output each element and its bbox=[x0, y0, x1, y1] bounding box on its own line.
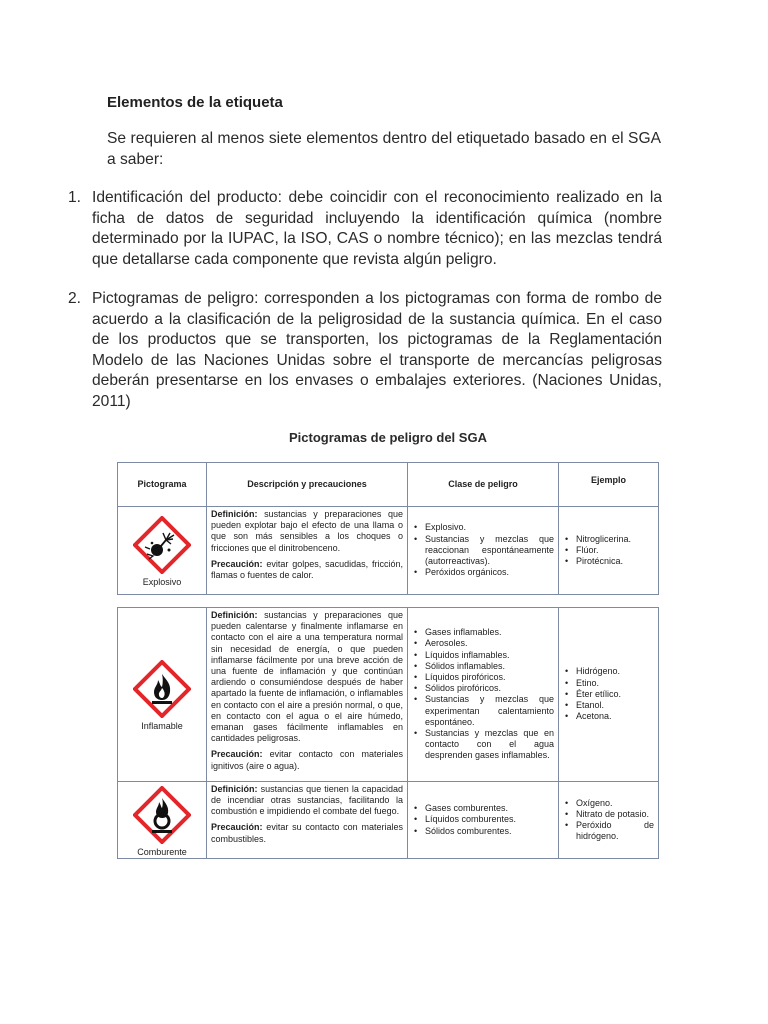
list-item: • Flúor. bbox=[563, 545, 654, 556]
pictogram-cell bbox=[118, 781, 207, 858]
pictogram-label: Inflamable bbox=[141, 721, 183, 732]
precaution-text: evitar contacto con materiales ignitivos (aire o agua). bbox=[211, 749, 403, 771]
description-cell bbox=[207, 507, 408, 595]
pictogram-table-part-1 bbox=[117, 462, 659, 595]
table-title: Pictogramas de peligro del SGA bbox=[289, 430, 487, 445]
precaution-text: evitar golpes, sacudidas, fricción, flamas o fuentes de calor. bbox=[211, 558, 403, 581]
definition-text: sustancias que tienen la capacidad de incendiar otras sustancias, facilitando la combustión e impidiendo el combate del fuego. bbox=[211, 783, 403, 817]
flame-over-circle-icon bbox=[118, 786, 206, 844]
list-item: • Sustancias y mezclas que en contacto con el agua desprenden gases inflamables. bbox=[412, 728, 554, 762]
flame-icon bbox=[118, 660, 206, 718]
list-item: • Explosivo. bbox=[412, 522, 554, 533]
list-item: • Peróxido de hidrógeno. bbox=[563, 820, 654, 842]
pictogram-table-part-2 bbox=[117, 607, 659, 859]
list-item: • Aerosoles. bbox=[412, 638, 554, 649]
list-item: • Líquidos pirofóricos. bbox=[412, 672, 554, 683]
definition-label: Definición: bbox=[211, 509, 258, 519]
list-item: • Hidrógeno. bbox=[563, 666, 654, 677]
section-heading: Elementos de la etiqueta bbox=[107, 94, 283, 111]
definition-label: Definición: bbox=[211, 783, 258, 794]
list-item: • Sustancias y mezclas que reaccionan espontáneamente (autorreactivas). bbox=[412, 534, 554, 568]
list-item: • Sólidos inflamables. bbox=[412, 661, 554, 672]
list-item: • Líquidos comburentes. bbox=[412, 814, 554, 825]
list-item-1 bbox=[68, 188, 662, 270]
example-cell bbox=[559, 781, 659, 858]
list-item: • Etanol. bbox=[563, 700, 654, 711]
intro-paragraph: Se requieren al menos siete elementos dentro del etiquetado basado en el SGA a saber: bbox=[107, 130, 661, 168]
header-descripcion: Descripción y precauciones bbox=[207, 463, 408, 507]
list-item: • Sustancias y mezclas que experimentan calentamiento espontáneo. bbox=[412, 694, 554, 728]
list-item: • Acetona. bbox=[563, 711, 654, 722]
list-item: • Nitrato de potasio. bbox=[563, 809, 654, 820]
table-header-row bbox=[118, 463, 659, 507]
pictogram-label: Comburente bbox=[137, 846, 187, 857]
pictogram-cell bbox=[118, 507, 207, 595]
list-item: • Gases inflamables. bbox=[412, 627, 554, 638]
list-item: • Nitroglicerina. bbox=[563, 534, 654, 545]
list-item: • Oxígeno. bbox=[563, 798, 654, 809]
header-ejemplo: Ejemplo bbox=[559, 463, 659, 507]
definition-text: sustancias y preparaciones que pueden calentarse y finalmente inflamarse en contacto con el aire a una temperatura normal sin necesidad de energía, o que pueden inflamarse fácilmente por una breve acción de una fuente de inflamación y que continúan ardiendo o consumiéndose después de haber apartado la fuente de inflamación, o inflamables en contacto con el aire a presión normal, o que, en contacto con el agua o el aire húmedo, emanan gases fácilmente inflamables en cantidades peligrosas. bbox=[211, 610, 403, 744]
description-cell bbox=[207, 781, 408, 858]
hazard-class-cell bbox=[408, 507, 559, 595]
list-item: • Pirotécnica. bbox=[563, 556, 654, 567]
list-item: • Gases comburentes. bbox=[412, 803, 554, 814]
definition-label: Definición: bbox=[211, 610, 258, 620]
list-item: • Sólidos pirofóricos. bbox=[412, 683, 554, 694]
example-cell bbox=[559, 608, 659, 782]
table-row bbox=[118, 781, 659, 858]
header-clase: Clase de peligro bbox=[408, 463, 559, 507]
list-item: • Etino. bbox=[563, 678, 654, 689]
table-row bbox=[118, 507, 659, 595]
list-item-2 bbox=[68, 289, 662, 412]
list-item: • Peróxidos orgánicos. bbox=[412, 567, 554, 578]
precaution-text: evitar su contacto con materiales combustibles. bbox=[211, 822, 403, 844]
precaution-label: Precaución: bbox=[211, 558, 263, 569]
precaution-label: Precaución: bbox=[211, 749, 263, 760]
list-item-number: 1. bbox=[68, 189, 82, 206]
list-item-text: Pictogramas de peligro: corresponden a los pictogramas con forma de rombo de acuerdo a la clasificación de la peligrosidad de la sustancia química. En el caso de los productos que se transporten, los pictogramas de la Reglamentación Modelo de las Naciones Unidas sobre el transporte de mercancías peligrosas deberán presentarse en los envases o embalajes exteriores. (Naciones Unidas, 2011) bbox=[92, 290, 662, 410]
hazard-class-cell bbox=[408, 781, 559, 858]
precaution-label: Precaución: bbox=[211, 822, 263, 833]
definition-text: sustancias y preparaciones que pueden explotar bajo el efecto de una llama o que son más sensibles a los choques o fricciones que el dinitrobenceno. bbox=[211, 509, 403, 553]
list-item: • Líquidos inflamables. bbox=[412, 650, 554, 661]
exploding-bomb-icon bbox=[118, 516, 206, 574]
list-item-text: Identificación del producto: debe coincidir con el reconocimiento realizado en la ficha de datos de seguridad incluyendo la identificación química (nombre determinado por la IUPAC, la ISO, CAS o nombre técnico); en las mezclas tendrá que detallarse cada componente que revista algún peligro. bbox=[92, 189, 662, 268]
list-item: • Sólidos comburentes. bbox=[412, 826, 554, 837]
table-row bbox=[118, 608, 659, 782]
header-pictograma: Pictograma bbox=[118, 463, 207, 507]
list-item: • Éter etílico. bbox=[563, 689, 654, 700]
hazard-class-cell bbox=[408, 608, 559, 782]
example-cell bbox=[559, 507, 659, 595]
pictogram-label: Explosivo bbox=[142, 577, 182, 588]
description-cell bbox=[207, 608, 408, 782]
list-item-number: 2. bbox=[68, 290, 82, 307]
pictogram-cell bbox=[118, 608, 207, 782]
